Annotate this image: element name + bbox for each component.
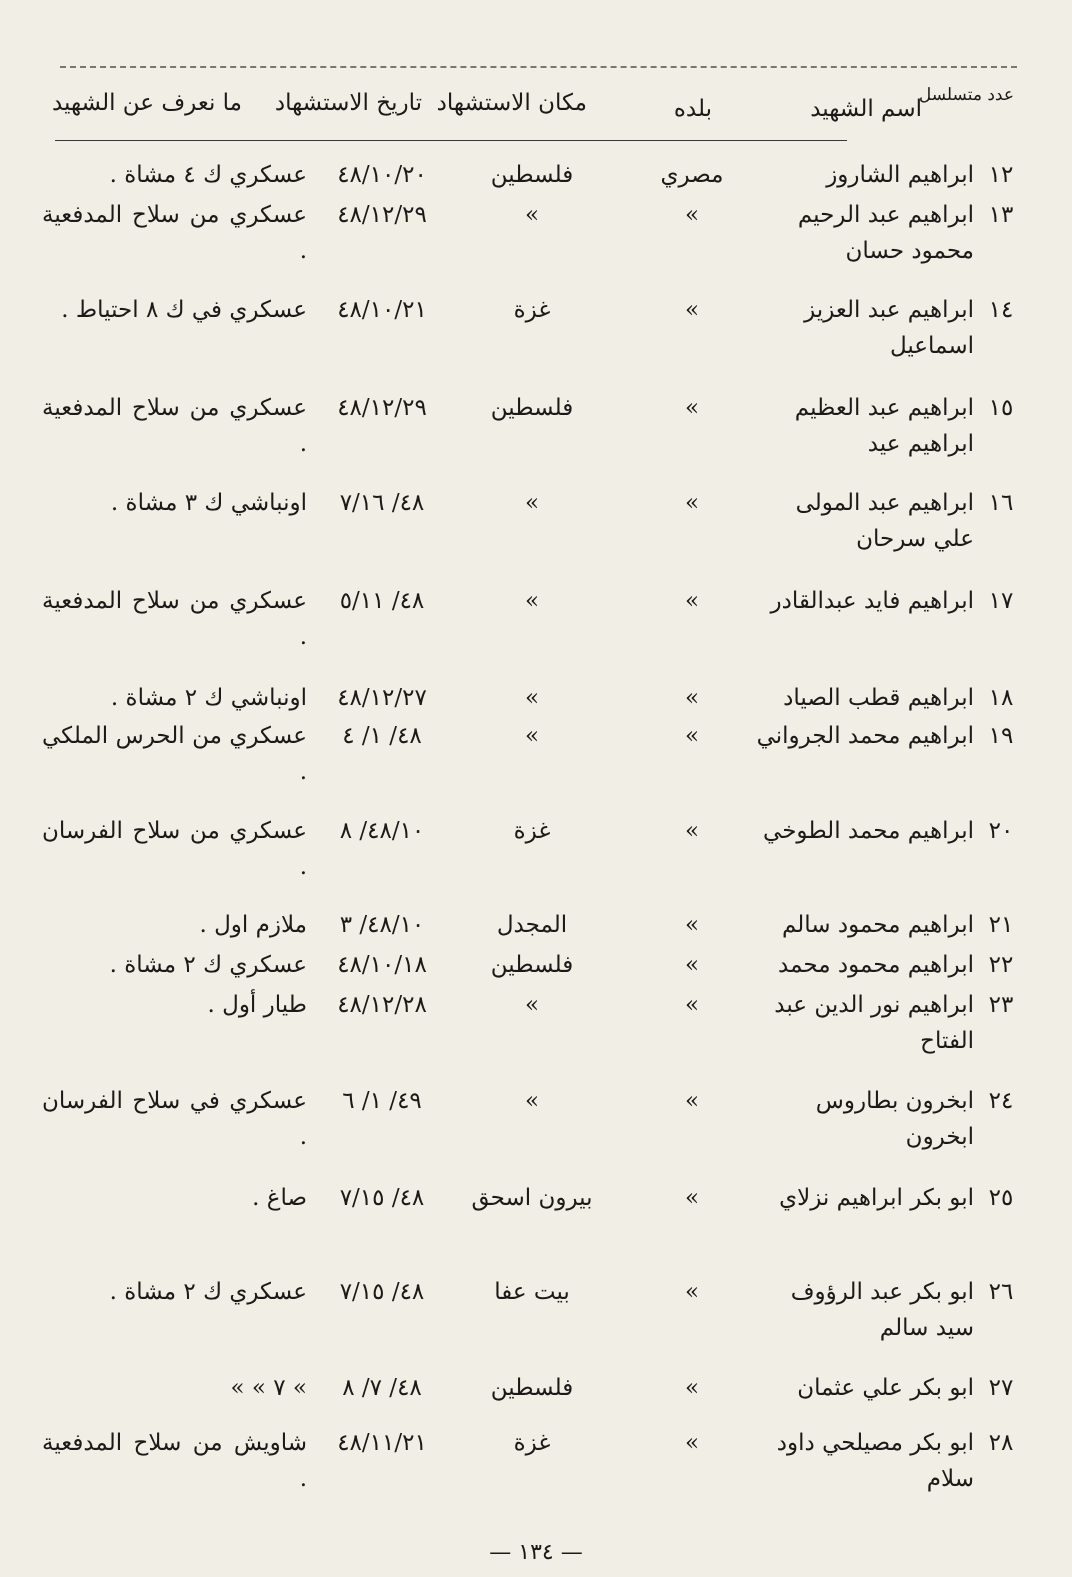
row-town: » [684,912,700,938]
row-about: ملازم اول . [199,912,307,938]
row-about: » ٧ » » [230,1375,307,1401]
row-town: » [684,992,700,1018]
row-name: ابو بكر عبد الرؤوف سيد سالم [790,1279,974,1341]
row-about: عسكري في سلاح الفرسان . [42,1088,307,1150]
row-town: » [684,1430,700,1456]
row-about: صاغ . [252,1185,307,1211]
row-number: ١٤ [988,297,1014,323]
row-date: ٤٨/ ٧/١٥ [339,1185,425,1211]
row-date: ٤٨/١٠/ ٨ [339,818,425,844]
row-about: عسكري ك ٢ مشاة . [109,1279,307,1305]
header-about: ما نعرف عن الشهيد [51,90,242,116]
row-name: ابراهيم محمد الجرواني [756,723,974,749]
row-place: فلسطين [490,952,574,978]
row-number: ٢٥ [988,1185,1014,1211]
table-header [30,78,1042,138]
row-date: ٤٨/١٢/٢٩ [337,395,427,421]
row-place: فلسطين [490,162,574,188]
row-place: المجدل [496,912,568,938]
row-about: اونباشي ك ٢ مشاة . [110,685,307,711]
row-town: » [684,1088,700,1114]
row-name: ابراهيم قطب الصياد [783,685,974,711]
row-number: ٢٦ [988,1279,1014,1305]
row-name: ابراهيم محمد الطوخي [763,818,974,844]
row-date: ٤٨/١٢/٢٨ [337,992,427,1018]
row-name: ابراهيم عبد العظيم ابراهيم عيد [794,395,974,457]
row-number: ٢٨ [988,1430,1014,1456]
row-number: ١٢ [988,162,1014,188]
row-name: ابو بكر مصيلحي داود سلام [776,1430,974,1492]
row-number: ٢٠ [988,818,1014,844]
header-serial: عدد متسلسل [918,85,1014,105]
row-town: » [684,588,700,614]
row-town: » [684,723,700,749]
row-about: عسكري من سلاح المدفعية . [42,588,307,650]
row-name: ابراهيم فايد عبدالقادر [770,588,974,614]
row-place: غزة [513,297,551,323]
row-about: عسكري من الحرس الملكي . [42,723,307,785]
row-number: ١٣ [988,202,1014,228]
row-town: » [684,818,700,844]
row-number: ١٧ [988,588,1014,614]
row-town: مصري [660,162,724,188]
header-place: مكان الاستشهاد [436,90,587,116]
row-place: » [524,992,540,1018]
row-date: ٤٩/ ١/ ٦ [342,1088,422,1114]
row-number: ٢٧ [988,1375,1014,1401]
row-name: ابراهيم محمود محمد [778,952,974,978]
row-name: ابراهيم محمود سالم [781,912,974,938]
row-date: ٤٨/ ٥/١١ [339,588,425,614]
row-name: ابراهيم عبد العزيز اسماعيل [804,297,974,359]
row-name: ابو بكر ابراهيم نزلاي [779,1185,974,1211]
row-name: ابراهيم الشاروز [826,162,974,188]
row-town: » [684,685,700,711]
row-town: » [684,490,700,516]
row-town: » [684,297,700,323]
row-about: عسكري في ك ٨ احتياط . [61,297,307,323]
row-about: عسكري ك ٤ مشاة . [109,162,307,188]
row-date: ٤٨/١٠/٢١ [337,297,427,323]
row-about: عسكري من سلاح المدفعية . [42,395,307,457]
row-about: اونباشي ك ٣ مشاة . [110,490,307,516]
row-place: » [524,1088,540,1114]
row-number: ٢٤ [988,1088,1014,1114]
top-dashed-rule [60,66,1017,68]
row-number: ١٥ [988,395,1014,421]
row-number: ٢١ [988,912,1014,938]
row-date: ٤٨/١٢/٢٩ [337,202,427,228]
row-about: عسكري من سلاح الفرسان . [42,818,307,880]
row-place: » [524,588,540,614]
row-place: » [524,490,540,516]
row-town: » [684,952,700,978]
row-place: بيت عفا [494,1279,570,1305]
header-town: بلده [673,96,712,122]
row-town: » [684,395,700,421]
row-place: غزة [513,1430,551,1456]
row-date: ٤٨/ ٧/ ٨ [342,1375,422,1401]
page-number: — ١٣٤ — [489,1540,583,1565]
row-date: ٤٨/١١/٢١ [337,1430,427,1456]
row-place: بيرون اسحق [471,1185,593,1211]
row-number: ١٨ [988,685,1014,711]
row-name: ابراهيم نور الدين عبد الفتاح [774,992,974,1054]
row-town: » [684,1375,700,1401]
row-number: ١٩ [988,723,1014,749]
row-name: ابراهيم عبد الرحيم محمود حسان [797,202,974,264]
row-number: ٢٢ [988,952,1014,978]
row-place: » [524,202,540,228]
row-town: » [684,1185,700,1211]
row-name: ابخرون بطاروس ابخرون [815,1088,974,1150]
header-name: اسم الشهيد [810,96,922,122]
row-about: عسكري من سلاح المدفعية . [42,202,307,264]
row-date: ٤٨/ ١/ ٤ [342,723,422,749]
row-date: ٤٨/١٠/١٨ [337,952,427,978]
row-date: ٤٨/ ٧/١٥ [339,1279,425,1305]
row-town: » [684,1279,700,1305]
row-place: فلسطين [490,395,574,421]
row-date: ٤٨/١٠/٢٠ [337,162,427,188]
row-place: فلسطين [490,1375,574,1401]
row-date: ٤٨/١٠/ ٣ [339,912,425,938]
row-about: طيار أول . [207,992,307,1018]
row-date: ٤٨/١٢/٢٧ [337,685,427,711]
row-place: » [524,685,540,711]
row-town: » [684,202,700,228]
row-number: ٢٣ [988,992,1014,1018]
row-place: غزة [513,818,551,844]
row-place: » [524,723,540,749]
header-rule [55,140,847,141]
row-about: عسكري ك ٢ مشاة . [109,952,307,978]
row-name: ابو بكر علي عثمان [797,1375,974,1401]
header-date: تاريخ الاستشهاد [274,90,422,116]
row-number: ١٦ [988,490,1014,516]
row-about: شاويش من سلاح المدفعية . [42,1430,307,1492]
row-name: ابراهيم عبد المولى علي سرحان [795,490,974,552]
row-date: ٤٨/ ٧/١٦ [339,490,425,516]
